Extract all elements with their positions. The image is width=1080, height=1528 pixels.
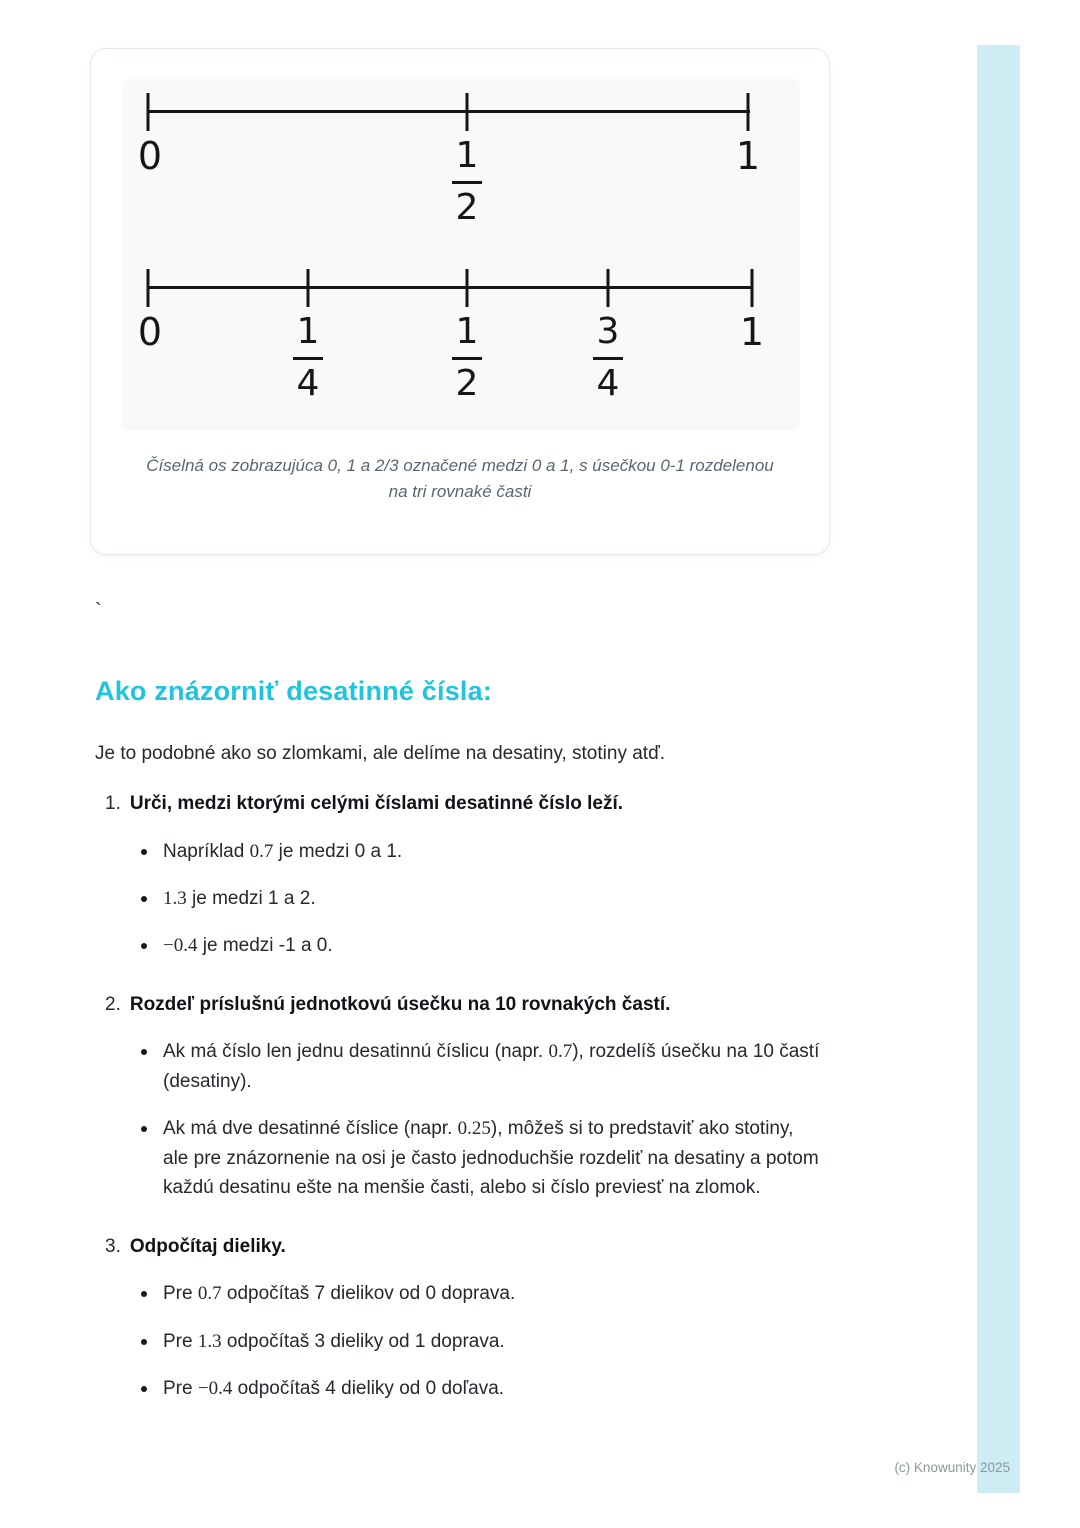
tick-label-fraction (593, 313, 623, 404)
fraction-denominator: 2 (455, 362, 479, 404)
bullet-item (140, 1327, 822, 1356)
math-number: 1.3 (197, 1330, 222, 1352)
tick-label: 0 (137, 310, 163, 354)
bullet-text: je medzi -1 a 0. (197, 935, 333, 957)
tick-mark (147, 269, 150, 307)
math-number: 0.7 (548, 1041, 573, 1063)
fraction-numerator: 1 (296, 311, 320, 352)
bullet-text: odpočítaš 7 dielikov od 0 doprava. (221, 1283, 516, 1305)
tick-mark (607, 269, 610, 307)
fraction-bar (593, 357, 623, 360)
step-heading (95, 1233, 840, 1261)
math-number: 0.7 (249, 840, 274, 862)
fraction-numerator: 1 (455, 311, 479, 352)
fraction-denominator: 4 (596, 362, 620, 404)
bullet-item (140, 1037, 822, 1096)
tick-label: 0 (137, 134, 163, 178)
tick-mark (466, 269, 469, 307)
step-item-3 (95, 1233, 840, 1404)
bullet-text: Ak má číslo len jednu desatinnú číslicu (napr. (163, 1041, 549, 1063)
step-item-1 (95, 790, 840, 961)
tick-label: 1 (735, 134, 761, 178)
bullet-text: Pre (163, 1378, 198, 1400)
steps-list (95, 790, 840, 1433)
step-number: 1. (105, 793, 121, 814)
figure-caption: Číselná os zobrazujúca 0, 1 a 2/3 označené medzi 0 a 1, s úsečkou 0-1 rozdelenou na tri rovnaké časti (146, 456, 774, 502)
step-heading (95, 991, 840, 1019)
tick-label-fraction (452, 313, 482, 404)
scrollbar-track[interactable] (977, 45, 1020, 1493)
section-heading: Ako znázorniť desatinné čísla: (95, 676, 493, 706)
fraction-bar (452, 181, 482, 184)
bullet-list (140, 1037, 822, 1202)
bullet-item (140, 837, 822, 866)
tick-label: 1 (739, 310, 765, 354)
math-number: 1.3 (163, 887, 187, 909)
bullet-item (140, 884, 822, 913)
bullet-text: ), rozdelíš úsečku na 10 častí (desatiny). (163, 1041, 820, 1092)
tick-mark (147, 93, 150, 131)
bullet-text: ), môžeš si to predstaviť ako stotiny, ale pre znázornenie na osi je často jednoduchšie rozdeliť na desatiny a potom každú desatinu ešte na menšie časti, alebo si číslo previesť na zlomok. (163, 1118, 819, 1199)
step-item-2 (95, 991, 840, 1203)
bullet-item (140, 1374, 822, 1403)
bullet-text: Pre (163, 1283, 198, 1305)
stray-backtick: ` (95, 600, 102, 622)
tick-mark (751, 269, 754, 307)
step-heading (95, 790, 840, 818)
tick-mark (466, 93, 469, 131)
fraction-numerator: 3 (596, 311, 620, 352)
math-number: 0.25 (457, 1118, 491, 1140)
math-number: −0.4 (197, 1378, 233, 1400)
number-line-figure (122, 79, 800, 431)
tick-mark (747, 93, 750, 131)
step-title: Rozdeľ príslušnú jednotkovú úsečku na 10 rovnakých častí. (129, 993, 671, 1015)
axis-line (148, 286, 752, 289)
bullet-text: je medzi 0 a 1. (273, 840, 403, 862)
tick-label-fraction (452, 137, 482, 228)
step-number: 2. (105, 993, 121, 1015)
tick-label-fraction (293, 313, 323, 404)
fraction-denominator: 2 (455, 186, 479, 228)
fraction-bar (452, 357, 482, 360)
number-line-halves (122, 89, 800, 249)
tick-mark (307, 269, 310, 307)
bullet-text: odpočítaš 3 dieliky od 1 doprava. (221, 1330, 505, 1352)
fraction-bar (293, 357, 323, 360)
bullet-item (140, 931, 822, 960)
bullet-text: Pre (163, 1330, 198, 1352)
bullet-text: je medzi 1 a 2. (186, 887, 316, 909)
bullet-text: Napríklad (163, 840, 250, 862)
bullet-item (140, 1279, 822, 1308)
step-number: 3. (105, 1235, 121, 1257)
bullet-text: Ak má dve desatinné číslice (napr. (163, 1118, 458, 1140)
step-title: Urči, medzi ktorými celými číslami desatinné číslo leží. (129, 793, 624, 814)
bullet-list (140, 1279, 822, 1403)
bullet-list (140, 837, 822, 961)
fraction-numerator: 1 (455, 135, 479, 176)
bullet-text: odpočítaš 4 dieliky od 0 doľava. (232, 1378, 505, 1400)
fraction-denominator: 4 (296, 362, 320, 404)
axis-line (148, 110, 750, 113)
intro-paragraph: Je to podobné ako so zlomkami, ale delíme na desatiny, stotiny atď. (95, 743, 666, 764)
step-title: Odpočítaj dieliky. (129, 1235, 286, 1257)
math-number: −0.4 (163, 935, 198, 957)
figure-card (90, 48, 830, 555)
math-number: 0.7 (197, 1283, 222, 1305)
number-line-quarters (122, 265, 800, 425)
bullet-item (140, 1114, 822, 1202)
copyright-notice: (c) Knowunity 2025 (894, 1460, 1010, 1475)
